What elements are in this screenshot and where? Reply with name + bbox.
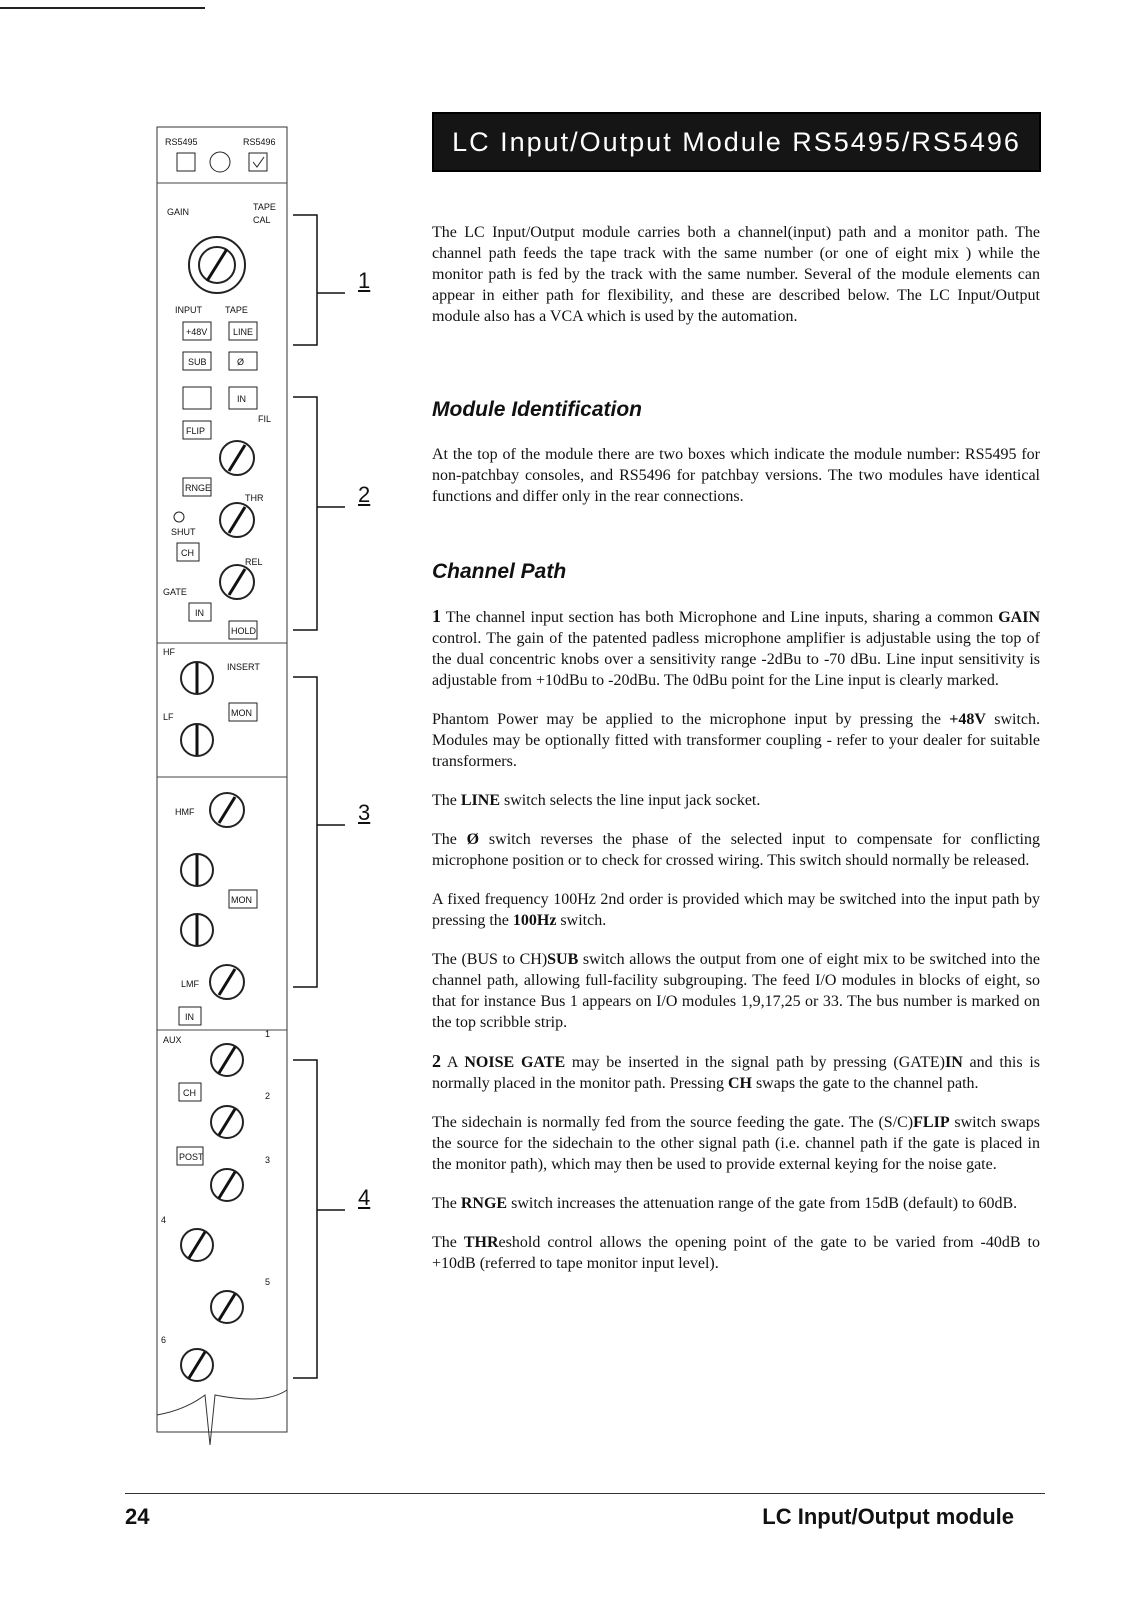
intro-paragraph bbox=[432, 222, 1040, 327]
paragraph-phantom bbox=[432, 709, 1040, 772]
aux-number-4: 4 bbox=[161, 1215, 167, 1225]
hmf-label: HMF bbox=[175, 807, 195, 817]
footer-title: LC Input/Output module bbox=[762, 1504, 1014, 1529]
module-identification-text: At the top of the module there are two boxes which indicate the module number: RS5495 for non-patchbay consoles, and RS5496 for patchbay versions. The two modules have identical functions and differ only in the rear connections. bbox=[432, 446, 1040, 505]
text-span: A bbox=[441, 1054, 465, 1071]
text-span: The channel input section has both Microphone and Line inputs, sharing a common bbox=[441, 609, 999, 626]
gate-label: GATE bbox=[163, 587, 187, 597]
channel-path-text bbox=[432, 606, 1040, 1274]
text-span: control. The gain of the patented padless microphone amplifier is adjustable using the top of the dual concentric knobs over a sensitivity range -2dBu to -70 dBu. Line input sensitivity is adjustable from +10dBu to -20dBu. The 0dBu point for the Line input is clearly marked. bbox=[432, 630, 1040, 689]
tape-label-2: TAPE bbox=[225, 305, 248, 315]
paragraph-line bbox=[432, 790, 1040, 811]
paragraph-gain bbox=[432, 606, 1040, 691]
label-rs5496: RS5496 bbox=[243, 137, 276, 147]
paragraph-sub bbox=[432, 949, 1040, 1033]
switch-ch: CH bbox=[181, 548, 194, 558]
term-gain: GAIN bbox=[998, 609, 1040, 626]
text-span: The sidechain is normally fed from the source feeding the gate. The (S/C) bbox=[432, 1114, 914, 1131]
text-span: switch selects the line input jack socket. bbox=[500, 792, 761, 809]
tape-label: TAPE bbox=[253, 202, 276, 212]
aux-number-1: 1 bbox=[265, 1029, 271, 1039]
shut-label: SHUT bbox=[171, 527, 196, 537]
label-rs5495: RS5495 bbox=[165, 137, 198, 147]
text-span: switch. bbox=[556, 912, 607, 929]
text-span: switch increases the attenuation range of the gate from 15dB (default) to 60dB. bbox=[507, 1195, 1018, 1212]
term-sub: SUB bbox=[547, 951, 579, 968]
switch-mon-1: MON bbox=[231, 708, 252, 718]
switch-phase: Ø bbox=[237, 357, 245, 367]
section-marker-2: 2 bbox=[358, 482, 371, 507]
intro-text: The LC Input/Output module carries both a channel(input) path and a monitor path. The channel path feeds the tape track with the same number (or one of eight mix ) while the monitor path is fed by the track with the same number. Several of the module elements can appear in either path for flexibility, and these are described below. The LC Input/Output module also has a VCA which is used by the automation. bbox=[432, 224, 1040, 325]
text-span: switch allows the output from one of eight mix to be switched into the channel path, allowing full-facility subgrouping. The feed I/O modules in blocks of eight, so that for instance Bus 1 appears on I/O modules 1,9,17,25 or 33. The bus number is marked on the top scribble strip. bbox=[432, 951, 1041, 1031]
aux-number-6: 6 bbox=[161, 1335, 167, 1345]
lf-label: LF bbox=[163, 712, 174, 722]
heading-channel-path: Channel Path bbox=[432, 560, 567, 583]
switch-hold: HOLD bbox=[231, 626, 257, 636]
footer-rule bbox=[125, 1493, 1045, 1494]
term-line: LINE bbox=[460, 792, 500, 809]
page-title: LC Input/Output Module RS5495/RS5496 bbox=[432, 112, 1041, 172]
paragraph-phase bbox=[432, 829, 1040, 871]
cal-label: CAL bbox=[253, 215, 271, 225]
section-marker-1: 1 bbox=[358, 268, 371, 293]
paragraph-threshold bbox=[432, 1232, 1040, 1274]
aux-number-5: 5 bbox=[265, 1277, 271, 1287]
aux-label: AUX bbox=[163, 1035, 182, 1045]
paragraph-100hz bbox=[432, 889, 1040, 931]
switch-rnge: RNGE bbox=[185, 483, 212, 493]
switch-eq-in: IN bbox=[185, 1012, 194, 1022]
heading-module-identification: Module Identification bbox=[432, 398, 642, 421]
text-span: Phantom Power may be applied to the microphone input by pressing the bbox=[432, 711, 950, 728]
aux-number-2: 2 bbox=[265, 1091, 271, 1101]
rel-label: REL bbox=[245, 557, 263, 567]
switch-aux-ch: CH bbox=[183, 1088, 196, 1098]
switch-post: POST bbox=[179, 1152, 204, 1162]
paragraph-noise-gate bbox=[432, 1051, 1040, 1094]
section-marker-4: 4 bbox=[358, 1185, 371, 1210]
switch-gate-in: IN bbox=[195, 608, 204, 618]
term-100hz: 100Hz bbox=[512, 912, 557, 929]
switch-flip: FLIP bbox=[186, 426, 206, 436]
term-rnge: RNGE bbox=[460, 1195, 508, 1212]
item-number-1: 1 bbox=[432, 606, 441, 626]
insert-label: INSERT bbox=[227, 662, 260, 672]
module-strip-drawing bbox=[145, 125, 345, 1475]
text-span: The bbox=[432, 792, 461, 809]
term-ch: CH bbox=[727, 1075, 752, 1092]
text-span: The bbox=[432, 1234, 464, 1251]
text-span: switch. Modules may be optionally fitted with transformer coupling - refer to your dealer for suitable transformers. bbox=[432, 711, 1040, 770]
module-diagram bbox=[145, 125, 345, 1475]
term-in: IN bbox=[944, 1054, 963, 1071]
switch-sub: SUB bbox=[188, 357, 207, 367]
thr-label: THR bbox=[245, 493, 264, 503]
switch-line: LINE bbox=[233, 327, 254, 337]
paragraph-sidechain bbox=[432, 1112, 1040, 1175]
text-span: The (BUS to CH) bbox=[432, 951, 548, 968]
fil-label: FIL bbox=[258, 414, 272, 424]
term-phase: Ø bbox=[466, 831, 480, 848]
page-number: 24 bbox=[125, 1504, 150, 1529]
gain-label: GAIN bbox=[167, 207, 190, 217]
term-flip: FLIP bbox=[913, 1114, 950, 1131]
section-marker-3: 3 bbox=[358, 800, 371, 825]
term-noise-gate: NOISE GATE bbox=[464, 1054, 566, 1071]
text-span: The bbox=[432, 831, 467, 848]
module-identification-paragraph bbox=[432, 444, 1040, 507]
lmf-label: LMF bbox=[181, 979, 199, 989]
text-span: swaps the gate to the channel path. bbox=[751, 1075, 979, 1092]
paragraph-rnge bbox=[432, 1193, 1040, 1214]
input-label: INPUT bbox=[175, 305, 202, 315]
text-span: switch swaps the source for the sidechain to the other signal path (i.e. channel path if the gate is placed in the monitor path), which may then be used to provide external keying for the noise gate. bbox=[432, 1114, 1040, 1173]
hf-label: HF bbox=[163, 647, 175, 657]
text-span: may be inserted in the signal path by pressing (GATE) bbox=[565, 1054, 945, 1071]
text-span: eshold control allows the opening point of the gate to be varied from -40dB to +10dB (referred to tape monitor input level). bbox=[432, 1234, 1040, 1272]
switch-filter-in: IN bbox=[237, 394, 246, 404]
text-span: The bbox=[432, 1195, 461, 1212]
switch-mon-2: MON bbox=[231, 895, 252, 905]
item-number-2: 2 bbox=[432, 1051, 441, 1071]
text-span: and this is normally placed in the monitor path. Pressing bbox=[432, 1054, 1041, 1092]
term-48v: +48V bbox=[949, 711, 986, 728]
top-rule bbox=[0, 7, 205, 9]
aux-number-3: 3 bbox=[265, 1155, 271, 1165]
text-span: switch reverses the phase of the selected input to compensate for conflicting microphone position or to check for crossed wiring. This switch should normally be released. bbox=[432, 831, 1041, 869]
term-thr: THR bbox=[463, 1234, 499, 1251]
text-span: A fixed frequency 100Hz 2nd order is provided which may be switched into the input path by pressing the bbox=[432, 891, 1040, 929]
switch-48v: +48V bbox=[186, 327, 208, 337]
